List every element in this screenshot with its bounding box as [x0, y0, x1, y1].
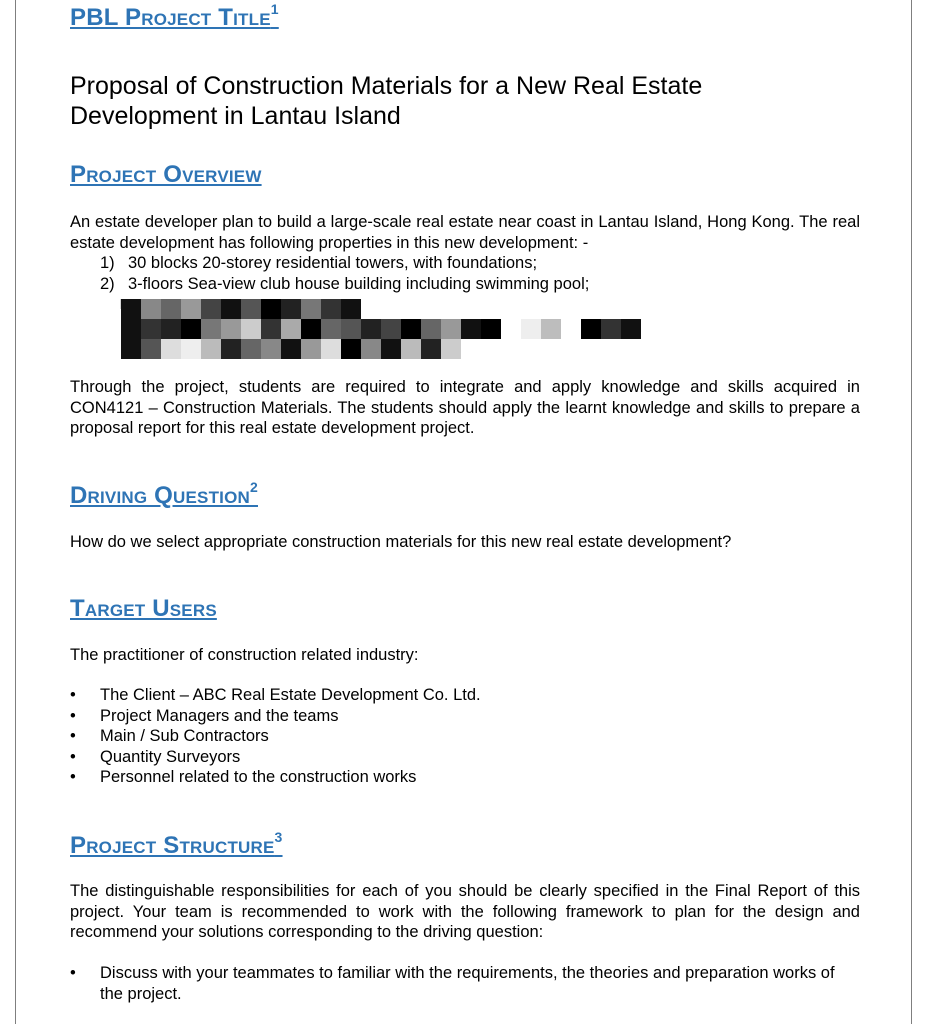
project-structure-body: The distinguishable responsibilities for each of you should be clearly specified in the Final Report of this project. Your team is recommended to work with the following framework to plan for the design and recommend your solutions corresponding to the driving question:	[70, 882, 860, 942]
list-item: • Project Managers and the teams	[70, 706, 339, 725]
list-item: • The Client – ABC Real Estate Development Co. Ltd.	[70, 686, 481, 704]
footnote-marker: 3	[274, 829, 283, 845]
footnote-marker: 2	[250, 479, 258, 495]
list-item: 2) 3-floors Sea-view club house building including swimming pool;	[100, 274, 590, 293]
list-item: • Discuss with your teammates to familiar with the requirements, the theories and preparation works of the project.	[70, 964, 835, 1003]
document-page	[15, 0, 912, 1024]
target-users-list	[70, 685, 860, 788]
overview-body: Through the project, students are required to integrate and apply knowledge and skills acquired in CON4121 – Construction Materials. The students should apply the learnt knowledge and skills to prepare a proposal report for this real estate development project.	[70, 378, 860, 438]
project-structure-list	[70, 963, 860, 1004]
target-users-intro: The practitioner of construction related industry:	[70, 646, 419, 664]
overview-intro: An estate developer plan to build a large-scale real estate near coast in Lantau Island, Hong Kong. The real estate development has following properties in this new development: -	[70, 213, 860, 252]
project-title: Proposal of Construction Materials for a New Real Estate Development in Lantau Island	[70, 72, 703, 130]
heading-pbl-project-title: PBL Project Title$^1$	[70, 1, 279, 31]
properties-list	[70, 253, 860, 294]
redacted-region	[70, 295, 670, 359]
footnote-marker: 1	[270, 1, 279, 17]
list-item: • Main / Sub Contractors	[70, 727, 269, 746]
driving-question-text: How do we select appropriate construction materials for this new real estate development?	[70, 533, 732, 551]
list-item: • Quantity Surveyors	[70, 747, 241, 766]
list-item: 1) 30 blocks 20-storey residential towers, with foundations;	[100, 254, 538, 272]
heading-driving-question: Driving Question$^2$	[70, 479, 258, 509]
heading-target-users: Target Users	[70, 595, 217, 622]
heading-project-overview: Project Overview	[70, 161, 262, 188]
list-item: • Personnel related to the construction works	[70, 768, 417, 787]
heading-project-structure: Project Structure$^3$	[70, 829, 283, 859]
